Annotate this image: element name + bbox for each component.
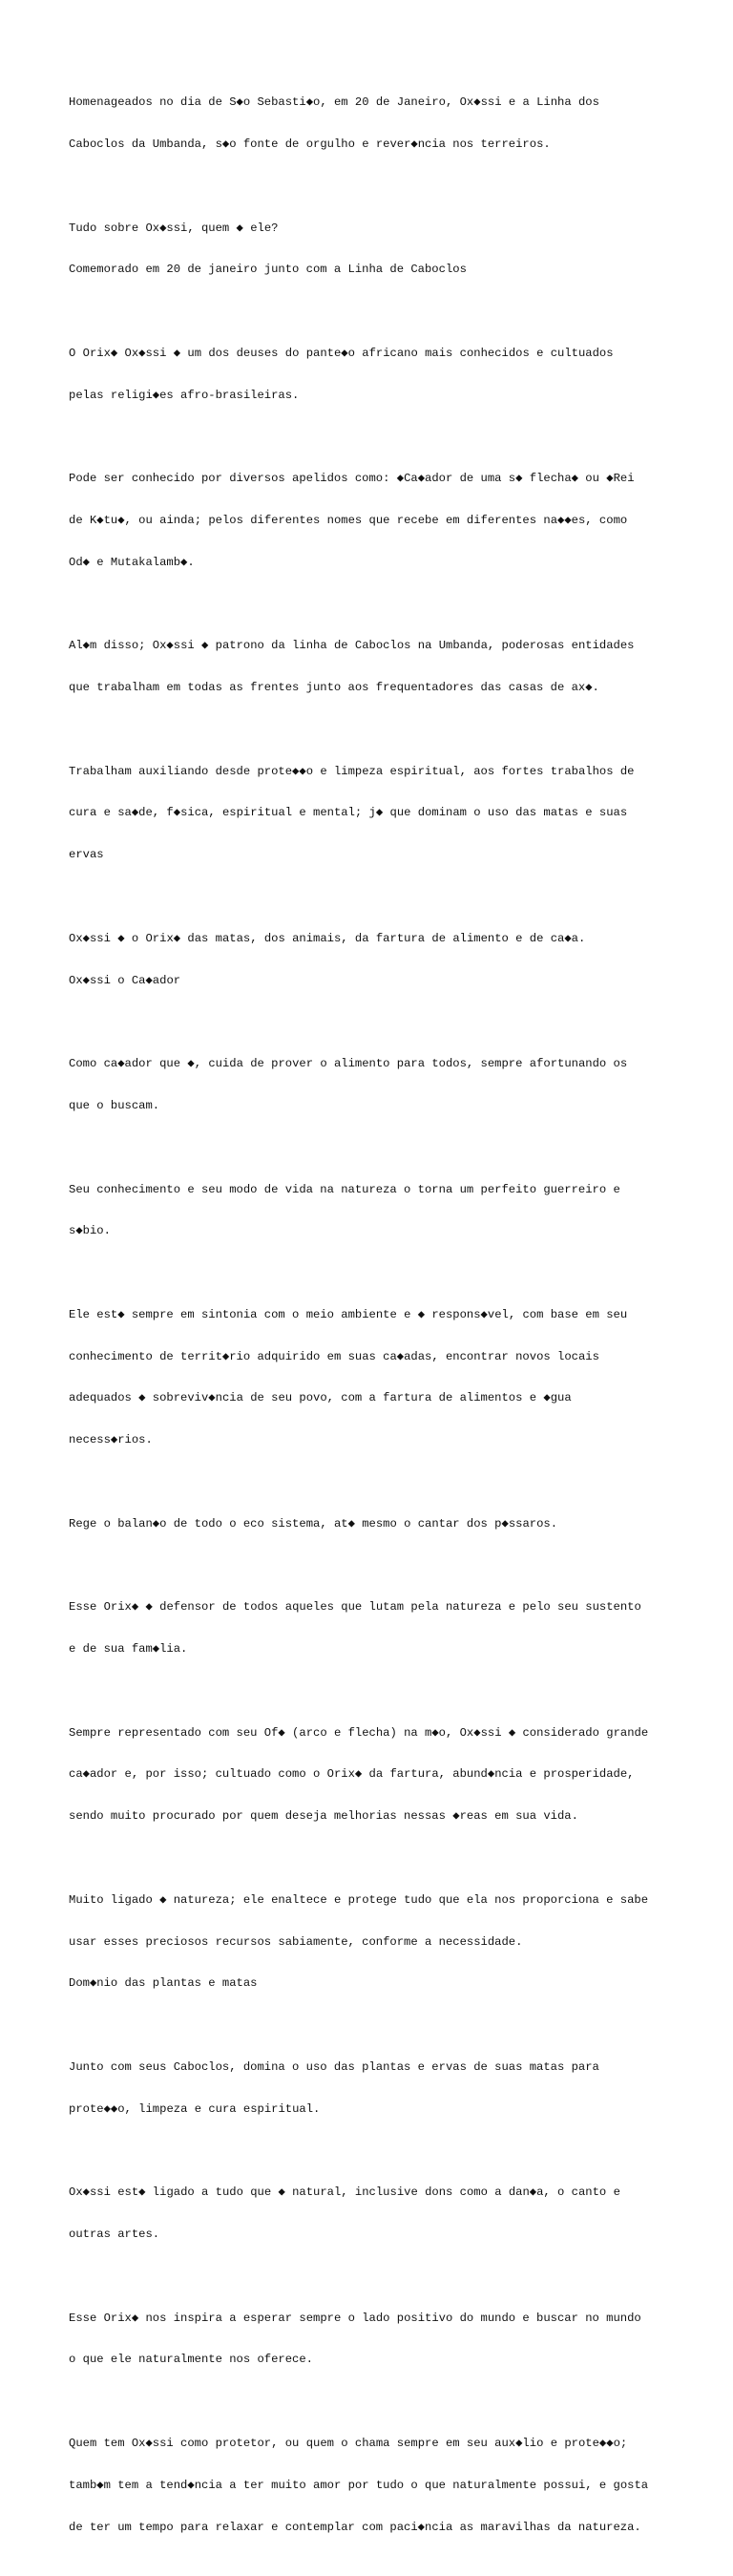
paragraph [69, 2158, 680, 2270]
text-line: de K◆tu◆, ou ainda; pelos diferentes nomes que recebe em diferentes na◆◆es, como [69, 514, 628, 527]
document-page [69, 68, 680, 2576]
paragraph [69, 68, 680, 179]
paragraph [69, 1573, 680, 1684]
text-line: Como ca◆ador que ◆, cuida de prover o alimento para todos, sempre afortunando os [69, 1057, 628, 1071]
text-line: ervas [69, 848, 104, 862]
text-line: Comemorado em 20 de janeiro junto com a Linha de Caboclos [69, 263, 467, 277]
text-line: prote◆◆o, limpeza e cura espiritual. [69, 2101, 321, 2116]
text-line: cura e sa◆de, f◆sica, espiritual e mental; j◆ que dominam o uso das matas e suas [69, 806, 628, 820]
text-line: tamb◆m tem a tend◆ncia a ter muito amor por tudo o que naturalmente possui, e gosta [69, 2478, 649, 2492]
paragraph [69, 2033, 680, 2144]
paragraph [69, 904, 680, 1016]
text-line: conhecimento de territ◆rio adquirido em suas ca◆adas, encontrar novos locais [69, 1349, 599, 1363]
text-line: Muito ligado ◆ natureza; ele enaltece e protege tudo que ela nos proporciona e sabe [69, 1892, 649, 1907]
text-line: Junto com seus Caboclos, domina o uso das plantas e ervas de suas matas para [69, 2059, 599, 2074]
text-line: outras artes. [69, 2228, 160, 2242]
paragraph [69, 1698, 680, 1851]
text-line: ca◆ador e, por isso; cultuado como o Orix◆ da fartura, abund◆ncia e prosperidade, [69, 1767, 635, 1782]
paragraph [69, 1866, 680, 2019]
text-line: necess◆rios. [69, 1433, 153, 1447]
text-line: e de sua fam◆lia. [69, 1642, 188, 1657]
text-line: Tudo sobre Ox◆ssi, quem ◆ ele? [69, 221, 279, 235]
text-line: Pode ser conhecido por diversos apelidos como: ◆Ca◆ador de uma s◆ flecha◆ ou ◆Rei [69, 472, 635, 486]
text-line: s◆bio. [69, 1224, 111, 1238]
text-line: usar esses preciosos recursos sabiamente, conforme a necessidade. [69, 1934, 523, 1949]
paragraph [69, 444, 680, 598]
paragraph [69, 1489, 680, 1559]
text-line: Trabalham auxiliando desde prote◆◆o e limpeza espiritual, aos fortes trabalhos de [69, 764, 635, 778]
paragraph [69, 319, 680, 431]
paragraph [69, 193, 680, 305]
text-line: Homenageados no dia de S◆o Sebasti◆o, em 20 de Janeiro, Ox◆ssi e a Linha dos [69, 95, 599, 110]
paragraph [69, 611, 680, 723]
text-line: Seu conhecimento e seu modo de vida na natureza o torna um perfeito guerreiro e [69, 1182, 620, 1196]
text-line: Sempre representado com seu Of◆ (arco e flecha) na m◆o, Ox◆ssi ◆ considerado grande [69, 1725, 649, 1740]
paragraph [69, 2283, 680, 2395]
text-line: Quem tem Ox◆ssi como protetor, ou quem o chama sempre em seu aux◆lio e prote◆◆o; [69, 2436, 628, 2450]
text-line: Caboclos da Umbanda, s◆o fonte de orgulho e rever◆ncia nos terreiros. [69, 137, 551, 151]
text-line: Ox◆ssi ◆ o Orix◆ das matas, dos animais, da fartura de alimento e de ca◆a. [69, 931, 586, 945]
paragraph [69, 2409, 680, 2563]
paragraph [69, 1280, 680, 1475]
text-line: Al◆m disso; Ox◆ssi ◆ patrono da linha de Caboclos na Umbanda, poderosas entidades [69, 639, 635, 653]
paragraph [69, 1154, 680, 1266]
text-line: pelas religi◆es afro-brasileiras. [69, 388, 300, 402]
text-line: adequados ◆ sobreviv◆ncia de seu povo, com a fartura de alimentos e ◆gua [69, 1391, 572, 1405]
paragraph [69, 1029, 680, 1141]
text-line: Od◆ e Mutakalamb◆. [69, 555, 195, 569]
text-line: Dom◆nio das plantas e matas [69, 1976, 258, 1991]
text-line: Ox◆ssi o Ca◆ador [69, 973, 181, 987]
text-line: de ter um tempo para relaxar e contemplar com paci◆ncia as maravilhas da natureza. [69, 2520, 641, 2534]
text-line: Esse Orix◆ ◆ defensor de todos aqueles que lutam pela natureza e pelo seu sustento [69, 1600, 641, 1615]
text-line: que o buscam. [69, 1098, 160, 1112]
text-line: Ele est◆ sempre em sintonia com o meio ambiente e ◆ respons◆vel, com base em seu [69, 1307, 628, 1321]
text-line: Rege o balan◆o de todo o eco sistema, at◆ mesmo o cantar dos p◆ssaros. [69, 1516, 558, 1531]
text-line: sendo muito procurado por quem deseja melhorias nessas ◆reas em sua vida. [69, 1809, 578, 1824]
text-line: que trabalham em todas as frentes junto aos frequentadores das casas de ax◆. [69, 681, 599, 695]
text-line: Esse Orix◆ nos inspira a esperar sempre o lado positivo do mundo e buscar no mundo [69, 2311, 641, 2325]
text-line: Ox◆ssi est◆ ligado a tudo que ◆ natural, inclusive dons como a dan◆a, o canto e [69, 2185, 620, 2200]
text-line: O Orix◆ Ox◆ssi ◆ um dos deuses do pante◆o africano mais conhecidos e cultuados [69, 346, 614, 360]
text-line: o que ele naturalmente nos oferece. [69, 2353, 313, 2367]
paragraph [69, 737, 680, 891]
